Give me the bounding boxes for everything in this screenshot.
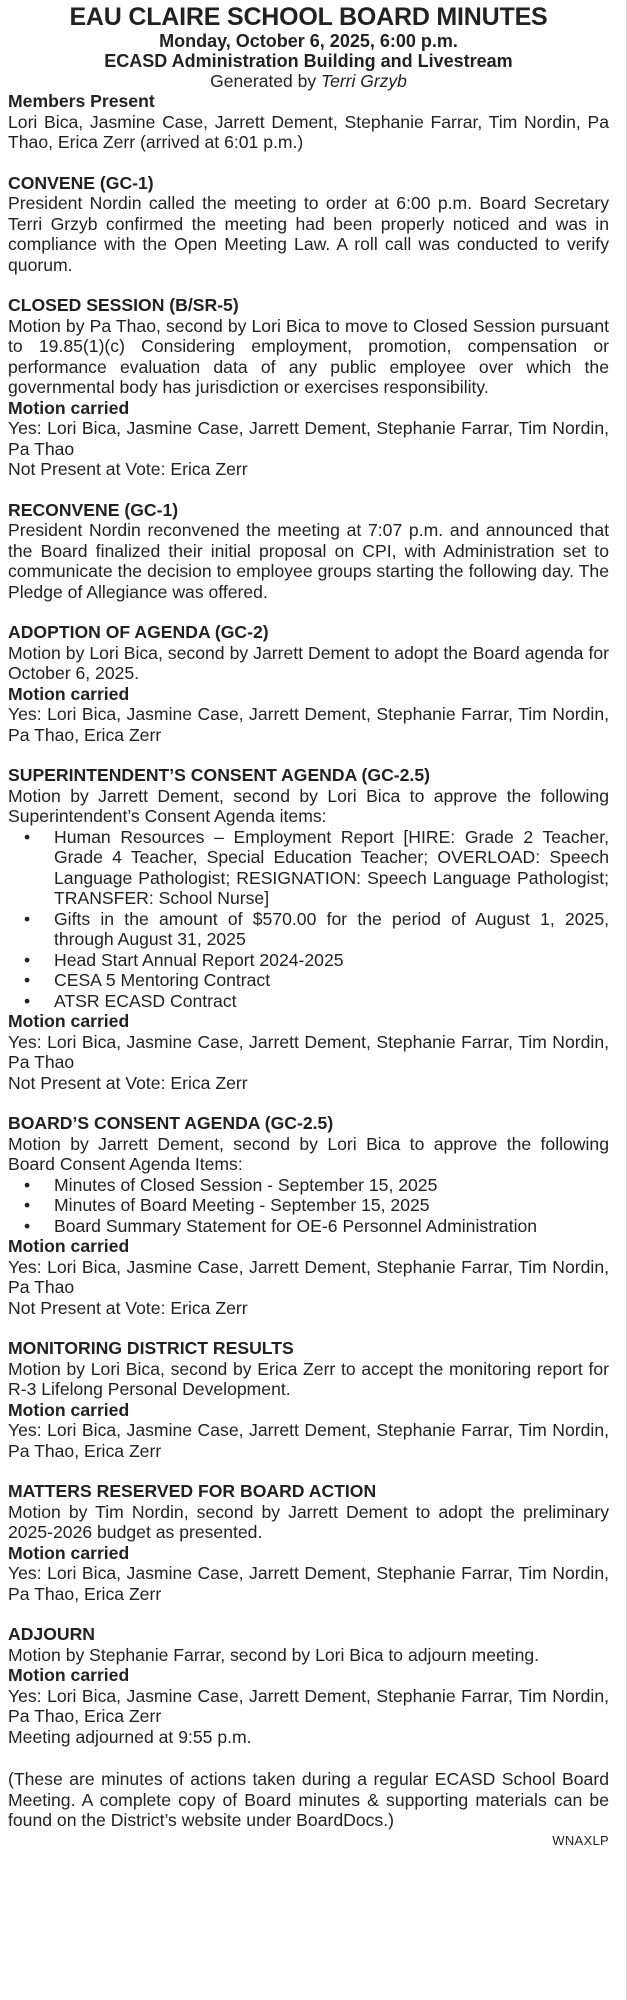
matters-vote: Yes: Lori Bica, Jasmine Case, Jarrett Dement, Stephanie Farrar, Tim Nordin, Pa Thao, Erica Zerr [8,1563,609,1604]
adoption-heading: ADOPTION OF AGENDA (GC-2) [8,622,269,642]
closed-session-motion: Motion by Pa Thao, second by Lori Bica to move to Closed Session pursuant to 19.85(1)(c) Considering employment, promotion, compensation or performance evaluation data of any public employee over which the governmental body has jurisdiction or exercises responsibility. [8,315,609,397]
monitoring-result: Motion carried [8,1399,130,1420]
adjourn-heading: ADJOURN [8,1624,95,1644]
reconvene-heading: RECONVENE (GC-1) [8,499,179,520]
closed-session-heading: CLOSED SESSION (B/SR-5) [8,295,239,315]
members-heading: Members Present [8,91,155,111]
matters-result: Motion carried [8,1542,130,1563]
supt-consent-heading: SUPERINTENDENT’S CONSENT AGENDA (GC-2.5) [8,765,430,785]
meeting-location: ECASD Administration Building and Livestream [104,51,513,71]
adjourn-motion: Motion by Stephanie Farrar, second by Lori Bica to adjourn meeting. [8,1644,540,1665]
matters-motion: Motion by Tim Nordin, second by Jarrett Dement to adopt the preliminary 2025-2026 budget as presented. [8,1501,609,1542]
adoption-section [8,622,609,745]
list-item: • ATSR ECASD Contract [54,991,609,1012]
adoption-vote: Yes: Lori Bica, Jasmine Case, Jarrett Dement, Stephanie Farrar, Tim Nordin, Pa Thao, Erica Zerr [8,704,609,745]
list-item: • Board Summary Statement for OE-6 Personnel Administration [54,1216,609,1237]
supt-consent-vote: Yes: Lori Bica, Jasmine Case, Jarrett Dement, Stephanie Farrar, Tim Nordin, Pa Thao [8,1031,609,1072]
list-item: • CESA 5 Mentoring Contract [54,970,609,991]
convene-heading: CONVENE (GC-1) [8,172,154,193]
generated-by-name: Terri Grzyb [321,71,407,91]
supt-consent-section [8,765,609,1093]
adjourn-section [8,1624,609,1747]
list-item: • Minutes of Board Meeting - September 15, 2025 [54,1195,609,1216]
monitoring-vote: Yes: Lori Bica, Jasmine Case, Jarrett Dement, Stephanie Farrar, Tim Nordin, Pa Thao, Erica Zerr [8,1420,609,1461]
adjourn-closing: Meeting adjourned at 9:55 p.m. [8,1726,252,1747]
closed-session-vote: Yes: Lori Bica, Jasmine Case, Jarrett Dement, Stephanie Farrar, Tim Nordin, Pa Thao [8,418,609,459]
monitoring-motion: Motion by Lori Bica, second by Erica Zerr to accept the monitoring report for R-3 Lifelong Personal Development. [8,1358,609,1399]
reconvene-text: President Nordin reconvened the meeting at 7:07 p.m. and announced that the Board finalized their initial proposal on CPI, with Administration set to communicate the decision to employee groups starting the following day. The Pledge of Allegiance was offered. [8,520,609,602]
publication-code: WNAXLP [552,1832,609,1848]
list-item: • Head Start Annual Report 2024-2025 [54,950,609,971]
supt-consent-items [8,827,609,1012]
board-consent-result: Motion carried [8,1236,130,1256]
closed-session-result: Motion carried [8,397,130,418]
generated-by-line [8,71,609,91]
list-item: • Human Resources – Employment Report [HIRE: Grade 2 Teacher, Grade 4 Teacher, Special Education Teacher; OVERLOAD: Speech Language Pathologist; RESIGNATION: Speech Language Pathologist; TRANSFER: School Nurse] [54,827,609,909]
document-title: EAU CLAIRE SCHOOL BOARD MINUTES [69,3,548,31]
board-consent-not-present: Not Present at Vote: Erica Zerr [8,1297,248,1318]
board-consent-items [8,1175,609,1237]
meeting-date-line: Monday, October 6, 2025, 6:00 p.m. [159,31,458,51]
adjourn-result: Motion carried [8,1665,130,1685]
convene-text: President Nordin called the meeting to order at 6:00 p.m. Board Secretary Terri Grzyb confirmed the meeting had been properly noticed and was in compliance with the Open Meeting Law. A roll call was conducted to verify quorum. [8,193,609,275]
supt-consent-not-present: Not Present at Vote: Erica Zerr [8,1072,248,1093]
supt-consent-result: Motion carried [8,1011,130,1031]
matters-section [8,1481,609,1604]
supt-consent-motion: Motion by Jarrett Dement, second by Lori Bica to approve the following Superintendent’s Consent Agenda items: [8,785,609,826]
matters-heading: MATTERS RESERVED FOR BOARD ACTION [8,1481,377,1501]
board-consent-vote: Yes: Lori Bica, Jasmine Case, Jarrett Dement, Stephanie Farrar, Tim Nordin, Pa Thao [8,1256,609,1297]
closed-session-not-present: Not Present at Vote: Erica Zerr [8,459,248,479]
board-consent-heading: BOARD’S CONSENT AGENDA (GC-2.5) [8,1113,334,1133]
members-list: Lori Bica, Jasmine Case, Jarrett Dement, Stephanie Farrar, Tim Nordin, Pa Thao, Erica Zerr (arrived at 6:01 p.m.) [8,111,609,152]
list-item: • Minutes of Closed Session - September 15, 2025 [54,1175,609,1196]
members-section [8,91,609,153]
adoption-motion: Motion by Lori Bica, second by Jarrett Dement to adopt the Board agenda for October 6, 2025. [8,642,609,683]
reconvene-section [8,500,609,603]
monitoring-section [8,1338,609,1461]
list-item: • Gifts in the amount of $570.00 for the period of August 1, 2025, through August 31, 2025 [54,909,609,950]
closed-session-section [8,295,609,480]
board-consent-motion: Motion by Jarrett Dement, second by Lori Bica to approve the following Board Consent Agenda Items: [8,1133,609,1174]
generated-by-prefix: Generated by [210,71,321,91]
adjourn-vote: Yes: Lori Bica, Jasmine Case, Jarrett Dement, Stephanie Farrar, Tim Nordin, Pa Thao, Erica Zerr [8,1685,609,1726]
board-consent-section [8,1113,609,1318]
monitoring-heading: MONITORING DISTRICT RESULTS [8,1338,294,1358]
convene-section [8,173,609,276]
footer-notice: (These are minutes of actions taken during a regular ECASD School Board Meeting. A complete copy of Board minutes & supporting materials can be found on the District’s website under BoardDocs.) [8,1769,609,1830]
adoption-result: Motion carried [8,683,130,704]
